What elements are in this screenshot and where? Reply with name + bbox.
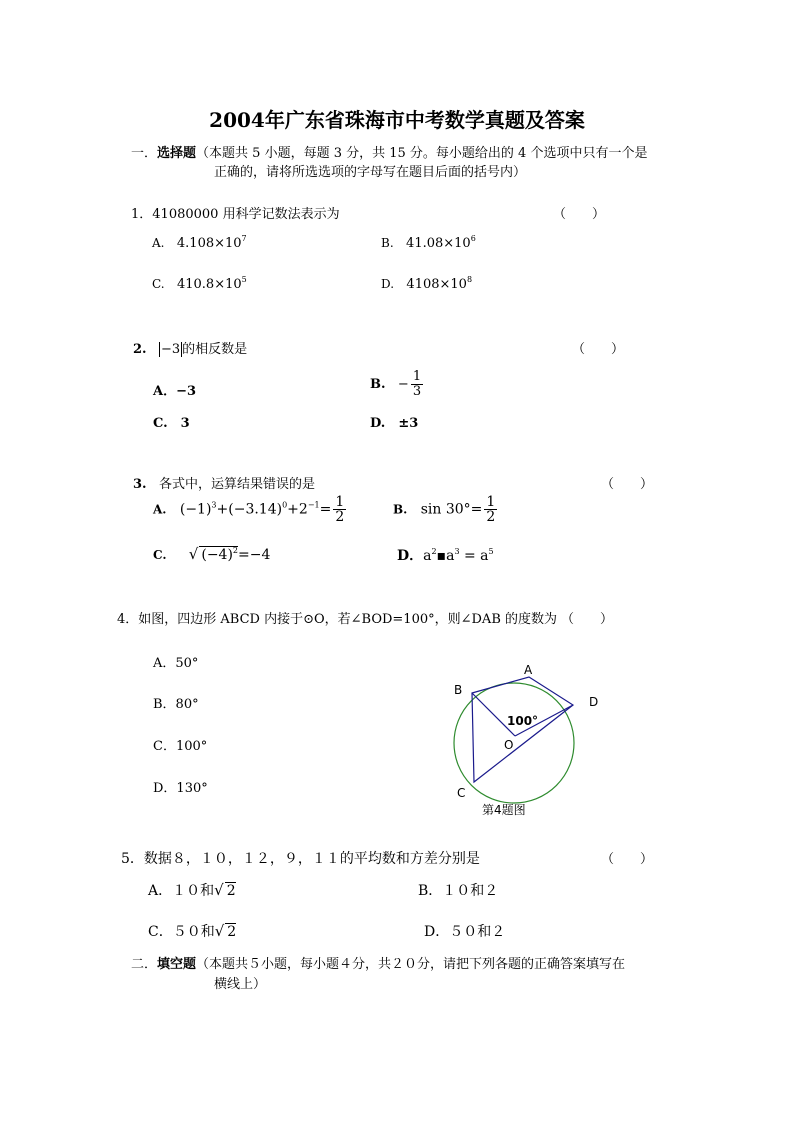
q2-option-a: A．−3: [153, 384, 197, 399]
q5-option-c: [148, 921, 236, 941]
q4-option-d: D．130°: [153, 781, 208, 796]
q3-b-fraction: [484, 495, 497, 524]
q1-option-a: [152, 236, 247, 251]
q3-d-label: D．: [397, 548, 424, 564]
q5-stem: 5．数据８，１０，１２，９，１１的平均数和方差分别是: [121, 851, 480, 867]
q2-b-denominator: 3: [412, 384, 422, 399]
q1-c-mantissa: 410.8×10: [176, 277, 242, 292]
q1-a-label: A.: [152, 236, 165, 250]
q3-d-exp2: 3: [454, 547, 460, 556]
q1-d-exponent: 8: [466, 275, 473, 284]
q2-absolute-value: −3: [160, 342, 181, 357]
q1-d-mantissa: 4108×10: [406, 277, 467, 292]
q3-d-a1: a: [423, 548, 432, 564]
q3-option-d: [397, 545, 494, 565]
q2-b-fraction: [411, 370, 423, 399]
page-title: 2004年广东省珠海市中考数学真题及答案: [209, 108, 585, 132]
q1-b-label: B.: [381, 236, 394, 250]
q3-d-dot: ▪a: [436, 548, 455, 564]
q2-stem-tail: 的相反数是: [182, 342, 248, 357]
q5-c-label: C．５０和: [148, 924, 215, 940]
section1-name: 选择题: [157, 146, 197, 161]
section2-desc-line1: （本题共５小题，每小题４分，共２０分，请把下列各题的正确答案填写在: [196, 957, 626, 972]
q3-c-inner: (−4): [201, 547, 233, 563]
q3-d-exp1: 2: [431, 547, 437, 556]
q3-b-denominator: 2: [486, 509, 496, 525]
q5-option-b: B．１０和２: [418, 883, 499, 899]
q2-b-numerator: 1: [412, 369, 422, 384]
section2-num: 二．: [131, 957, 158, 972]
q3-a-exp1: 3: [211, 500, 217, 510]
q3-a-numerator: 1: [335, 494, 345, 510]
point-c-label: C: [457, 786, 466, 800]
q3-c-exponent: 2: [232, 546, 239, 555]
angle-label: 100°: [507, 714, 539, 728]
point-o-label: O: [504, 738, 514, 752]
q4-option-b: B．80°: [153, 697, 199, 712]
q2-option-c: C. 3: [153, 416, 190, 431]
q1-b-mantissa: 41.08×10: [406, 236, 471, 251]
q3-option-c: [153, 545, 270, 563]
figure-caption: 第4题图: [482, 803, 526, 817]
q3-a-part1: (−1): [179, 501, 212, 518]
q3-num: 3.: [133, 477, 147, 492]
q3-d-equals: = a: [463, 548, 489, 564]
section2-header: [131, 953, 625, 972]
section2-desc-line2: 横线上）: [214, 977, 267, 992]
section1-num: 一．: [131, 146, 158, 161]
q3-c-tail: =−4: [238, 547, 271, 563]
q3-d-exp3: 5: [488, 547, 494, 556]
q1-a-exponent: 7: [241, 234, 247, 243]
q1-option-b: [381, 236, 476, 251]
q4-option-c: C．100°: [153, 739, 208, 754]
q2-answer-paren: （ ）: [572, 342, 625, 357]
section2-name: 填空题: [157, 957, 197, 972]
section1-header: [131, 142, 647, 161]
section1-desc-line1: （本题共 5 小题，每题 3 分，共 15 分。每小题给出的 4 个选项中只有一个是: [196, 146, 648, 161]
q5-a-label: A．１０和: [148, 883, 215, 899]
q3-option-b: [393, 495, 497, 524]
q1-option-c: [152, 277, 247, 292]
q1-stem: 1．41080000 用科学记数法表示为: [131, 207, 340, 222]
q1-option-d: [381, 277, 472, 292]
section1-desc-line2: 正确的，请将所选选项的字母写在题目后面的括号内）: [214, 165, 527, 180]
q1-a-mantissa: 4.108×10: [176, 236, 242, 251]
point-b-label: B: [454, 683, 463, 697]
q3-b-numerator: 1: [486, 494, 496, 510]
q5-option-a: [148, 880, 236, 900]
quadrilateral-abcd: [472, 677, 573, 782]
q4-figure: [440, 650, 610, 825]
q3-option-a: [153, 495, 346, 524]
q3-a-label: A.: [153, 502, 167, 517]
point-d-label: D: [589, 695, 599, 709]
q5-option-d: D．５０和２: [424, 924, 506, 940]
q3-answer-paren: （ ）: [601, 477, 654, 492]
q3-stem: [133, 473, 315, 492]
q1-b-exponent: 6: [470, 234, 476, 243]
q1-answer-paren: （ ）: [553, 207, 606, 222]
q3-c-label: C.: [153, 548, 167, 562]
q4-answer-paren: （ ）: [561, 612, 614, 627]
q3-a-part2: +(−3.14): [216, 501, 283, 518]
q4-stem: 4．如图，四边形 ABCD 内接于⊙O，若∠BOD=100°，则∠DAB 的度数为: [117, 612, 558, 627]
q3-stem-text: 各式中，运算结果错误的是: [158, 477, 315, 492]
q3-a-equals: =: [319, 501, 332, 518]
q2-b-label: B.: [370, 377, 386, 392]
q2-b-sign: −: [397, 377, 409, 392]
q3-a-exp2: 0: [282, 500, 288, 510]
q5-a-radical-icon: √: [214, 881, 224, 899]
q2-option-b: [370, 370, 423, 399]
q5-answer-paren: （ ）: [601, 852, 654, 867]
q2-stem: [133, 338, 247, 357]
q1-d-label: D.: [381, 277, 395, 291]
q5-c-radical-icon: √: [214, 922, 225, 940]
q1-c-exponent: 5: [241, 275, 247, 284]
point-a-label: A: [524, 663, 533, 677]
q3-a-fraction: [333, 495, 346, 524]
q2-option-d: D. ±3: [370, 416, 419, 431]
q3-a-denominator: 2: [335, 509, 345, 525]
q1-c-label: C.: [152, 277, 165, 291]
q4-option-a: A．50°: [153, 656, 199, 671]
q3-a-part3: +2: [287, 501, 308, 518]
q5-a-radicand: 2: [226, 883, 236, 899]
q5-c-radicand: 2: [227, 924, 237, 940]
q3-c-radicand: [199, 546, 238, 563]
q3-b-label: B.: [393, 502, 408, 517]
q3-b-expression: sin 30°=: [420, 501, 483, 518]
q3-c-radical-icon: √: [188, 545, 199, 563]
q3-a-exp3: −1: [307, 500, 320, 510]
q2-num: 2.: [133, 342, 147, 357]
